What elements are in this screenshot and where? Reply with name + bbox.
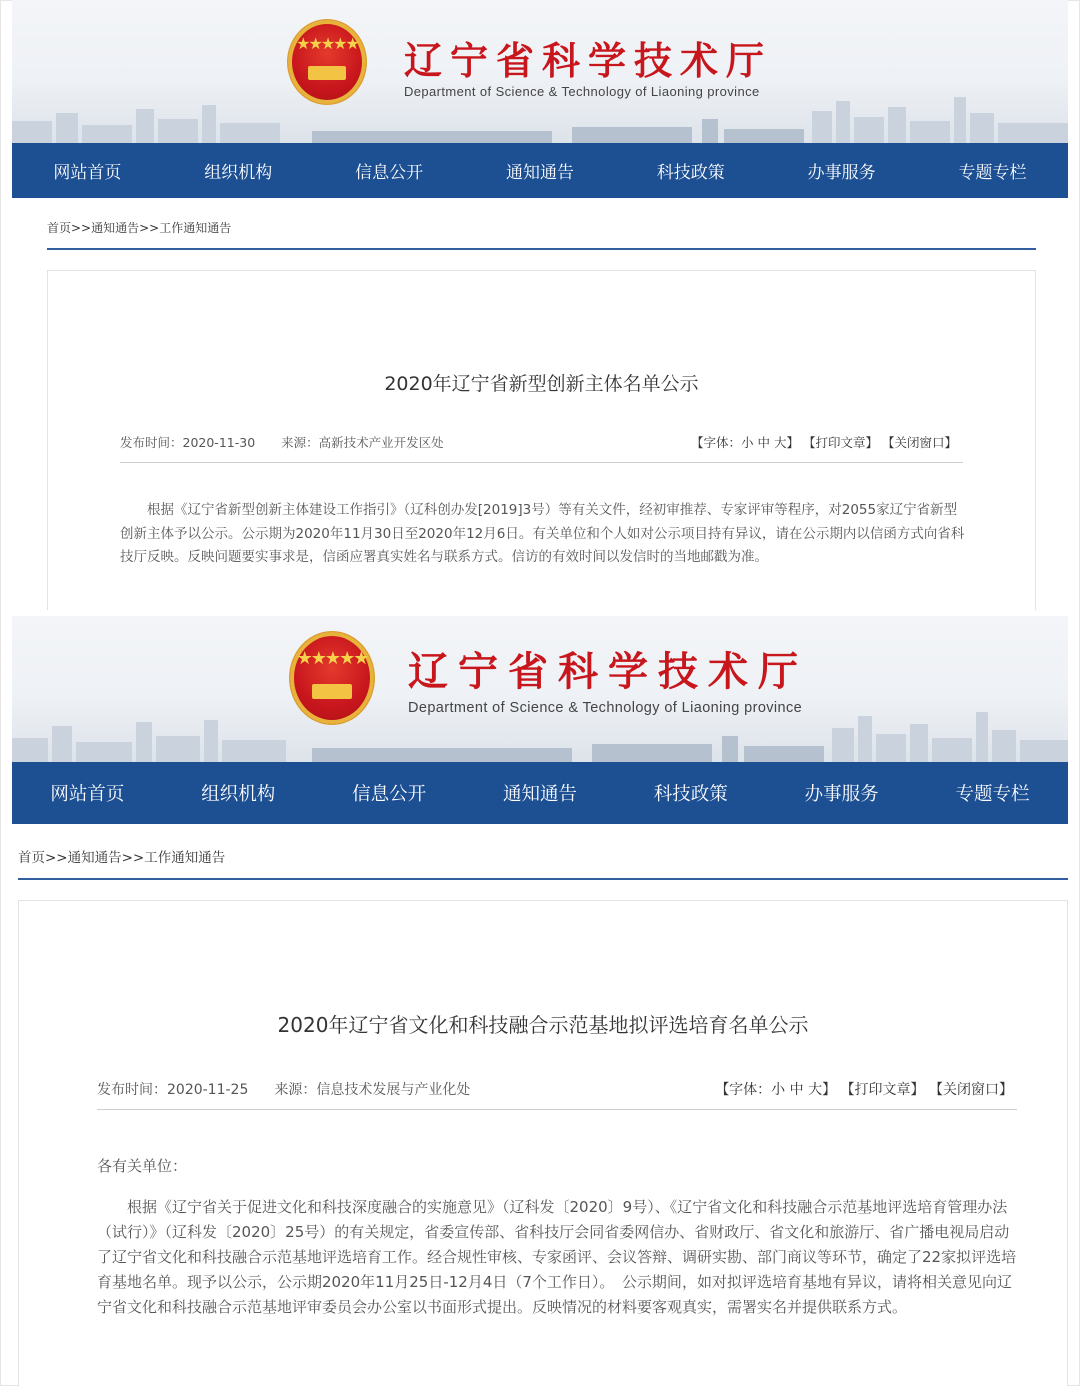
nav-item-topics[interactable]: 专题专栏 (958, 163, 1027, 183)
nav-item-topics[interactable]: 专题专栏 (955, 784, 1030, 805)
print-article-link[interactable]: 【打印文章】 (840, 1082, 925, 1098)
article-tools (715, 1079, 1013, 1099)
nav-item-notices[interactable]: 通知通告 (505, 163, 574, 183)
article-source: 来源：信息技术发展与产业化处 (274, 1082, 471, 1098)
print-article-link[interactable]: 【打印文章】 (802, 435, 878, 450)
publish-time: 发布时间：2020-11-25 (97, 1082, 249, 1098)
meta-divider (120, 462, 963, 463)
screenshot-2 (0, 616, 1080, 1386)
nav-item-policy[interactable]: 科技政策 (656, 163, 725, 183)
site-header (12, 616, 1068, 762)
article-paragraph: 根据《辽宁省新型创新主体建设工作指引》（辽科创办发[2019]3号）等有关文件，经初审推荐、专家评审等程序，对2055家辽宁省新型创新主体予以公示。公示期为2020年11月30日至2020年12月6日。有关单位和个人如对公示项目持有异议，请在公示期内以信函方式向省科技厅反映。反映问题要实事求是，信函应署真实姓名与联系方式。信访的有效时间以发信时的当地邮戳为准。 (120, 502, 965, 565)
nav-item-notices[interactable]: 通知通告 (502, 784, 577, 805)
site-title: 辽宁省科学技术厅 (408, 648, 808, 695)
font-size-toggle[interactable]: 【字体：小 中 大】 (691, 435, 799, 450)
nav-item-info-disclosure[interactable]: 信息公开 (352, 784, 427, 805)
article-source: 来源：高新技术产业开发区处 (281, 435, 444, 450)
article-tools (691, 433, 957, 451)
article-card (47, 270, 1036, 610)
main-nav (12, 762, 1068, 824)
nav-item-organization[interactable]: 组织机构 (204, 163, 273, 183)
close-window-link[interactable]: 【关闭窗口】 (881, 435, 957, 450)
nav-item-services[interactable]: 办事服务 (807, 163, 876, 183)
article-body (120, 499, 965, 570)
article-meta (97, 1079, 470, 1099)
main-nav (12, 143, 1068, 198)
nav-item-info-disclosure[interactable]: 信息公开 (355, 163, 424, 183)
article-title: 2020年辽宁省新型创新主体名单公示 (384, 373, 699, 395)
site-subtitle: Department of Science & Technology of Liaoning province (408, 700, 803, 716)
nav-item-organization[interactable]: 组织机构 (201, 784, 276, 805)
close-window-link[interactable]: 【关闭窗口】 (929, 1082, 1013, 1098)
screenshot-1 (0, 0, 1080, 610)
article-body (97, 1195, 1017, 1320)
site-title: 辽宁省科学技术厅 (404, 38, 773, 83)
nav-item-policy[interactable]: 科技政策 (653, 784, 728, 805)
meta-divider (97, 1109, 1017, 1110)
article-salutation: 各有关单位： (97, 1157, 188, 1175)
nav-item-home[interactable]: 网站首页 (53, 163, 122, 183)
breadcrumb-divider (47, 248, 1036, 250)
nav-item-services[interactable]: 办事服务 (804, 784, 879, 805)
breadcrumb[interactable]: 首页>>通知通告>>工作通知通告 (18, 850, 226, 866)
article-paragraph: 根据《辽宁省关于促进文化和科技深度融合的实施意见》（辽科发〔2020〕9号）、《辽宁省文化和科技融合示范基地评选培育管理办法（试行）》（辽科发〔2020〕25号）的有关规定，省委宣传部、省科技厅会同省委网信办、省财政厅、省文化和旅游厅、省广播电视局启动了辽宁省文化和科技融合示范基地评选培育工作。经合规性审核、专家函评、会议答辩、调研实勘、部门商议等环节，确定了22家拟评选培育基地名单。现予以公示，公示期2020年11月25日-12月4日（7个工作日）。 公示期间，如对拟评选培育基地有异议，请将相关意见向辽宁省文化和科技融合示范基地评审委员会办公室以书面形式提出。反映情况的材料要客观真实，需署实名并提供联系方式。 (97, 1198, 1017, 1316)
font-size-toggle[interactable]: 【字体：小 中 大】 (715, 1082, 837, 1098)
site-subtitle: Department of Science & Technology of Liaoning province (404, 84, 760, 99)
national-emblem-icon: ★★★★★ (290, 632, 374, 724)
article-title: 2020年辽宁省文化和科技融合示范基地拟评选培育名单公示 (277, 1013, 809, 1037)
site-header (12, 0, 1068, 143)
breadcrumb-divider (18, 878, 1068, 880)
national-emblem-icon: ★★★★★ (288, 20, 366, 104)
article-card (18, 900, 1068, 1386)
article-meta (120, 433, 444, 451)
breadcrumb[interactable]: 首页>>通知通告>>工作通知通告 (47, 221, 232, 235)
nav-item-home[interactable]: 网站首页 (50, 784, 125, 805)
publish-time: 发布时间：2020-11-30 (120, 435, 256, 450)
